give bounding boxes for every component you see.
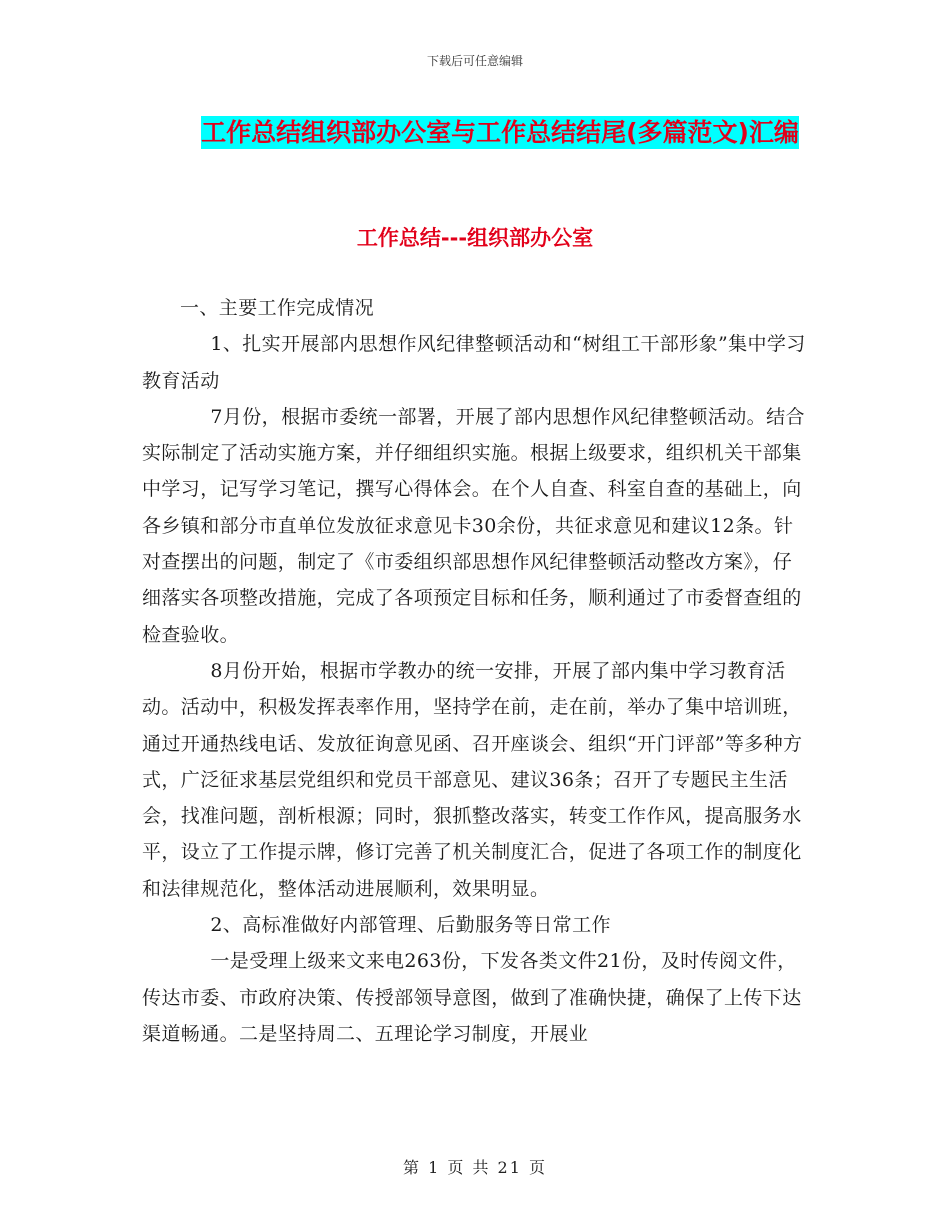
document-title-text: 工作总结组织部办公室与工作总结结尾(多篇范文)汇编 <box>201 118 799 147</box>
paragraph-subheading-2: 2、高标准做好内部管理、后勤服务等日常工作 <box>210 914 611 937</box>
paragraph-subheading-1: 1、扎实开展部内思想作风纪律整顿活动和“树组工干部形象”集中学习教育活动 <box>142 333 806 392</box>
header-note: 下载后可任意编辑 <box>426 54 523 68</box>
section-title: 工作总结---组织部办公室 <box>356 226 594 250</box>
body-text <box>142 290 810 1052</box>
paragraph-august: 8月份开始，根据市学教办的统一安排，开展了部内集中学习教育活动。活动中，积极发挥表率作用，坚持学在前，走在前，举办了集中培训班，通过开通热线电话、发放征询意见函、召开座谈会、组织“开门评部”等多种方式，广泛征求基层党组织和党员干部意见、建议36条；召开了专题民主生活会，找准问题，剖析根源；同时，狠抓整改落实，转变工作作风，提高服务水平，设立了工作提示牌，修订完善了机关制度汇合，促进了各项工作的制度化和法律规范化，整体活动进展顺利，效果明显。 <box>142 659 803 900</box>
page-footer: 第 1 页 共 21 页 <box>403 1158 547 1177</box>
paragraph-july: 7月份，根据市委统一部署，开展了部内思想作风纪律整顿活动。结合实际制定了活动实施方案，并仔细组织实施。根据上级要求，组织机关干部集中学习，记写学习笔记，撰写心得体会。在个人自查、科室自查的基础上，向各乡镇和部分市直单位发放征求意见卡30余份，共征求意见和建议12条。针对查摆出的问题，制定了《市委组织部思想作风纪律整顿活动整改方案》，仔细落实各项整改措施，完成了各项预定目标和任务，顺利通过了市委督查组的检查验收。 <box>142 405 805 646</box>
paragraph-heading-1: 一、主要工作完成情况 <box>180 297 375 319</box>
document-title <box>195 110 805 155</box>
paragraph-daily-work: 一是受理上级来文来电263份，下发各类文件21份，及时传阅文件，传达市委、市政府决策、传授部领导意图，做到了准确快捷，确保了上传下达渠道畅通。二是坚持周二、五理论学习制度，开展业 <box>142 950 802 1045</box>
